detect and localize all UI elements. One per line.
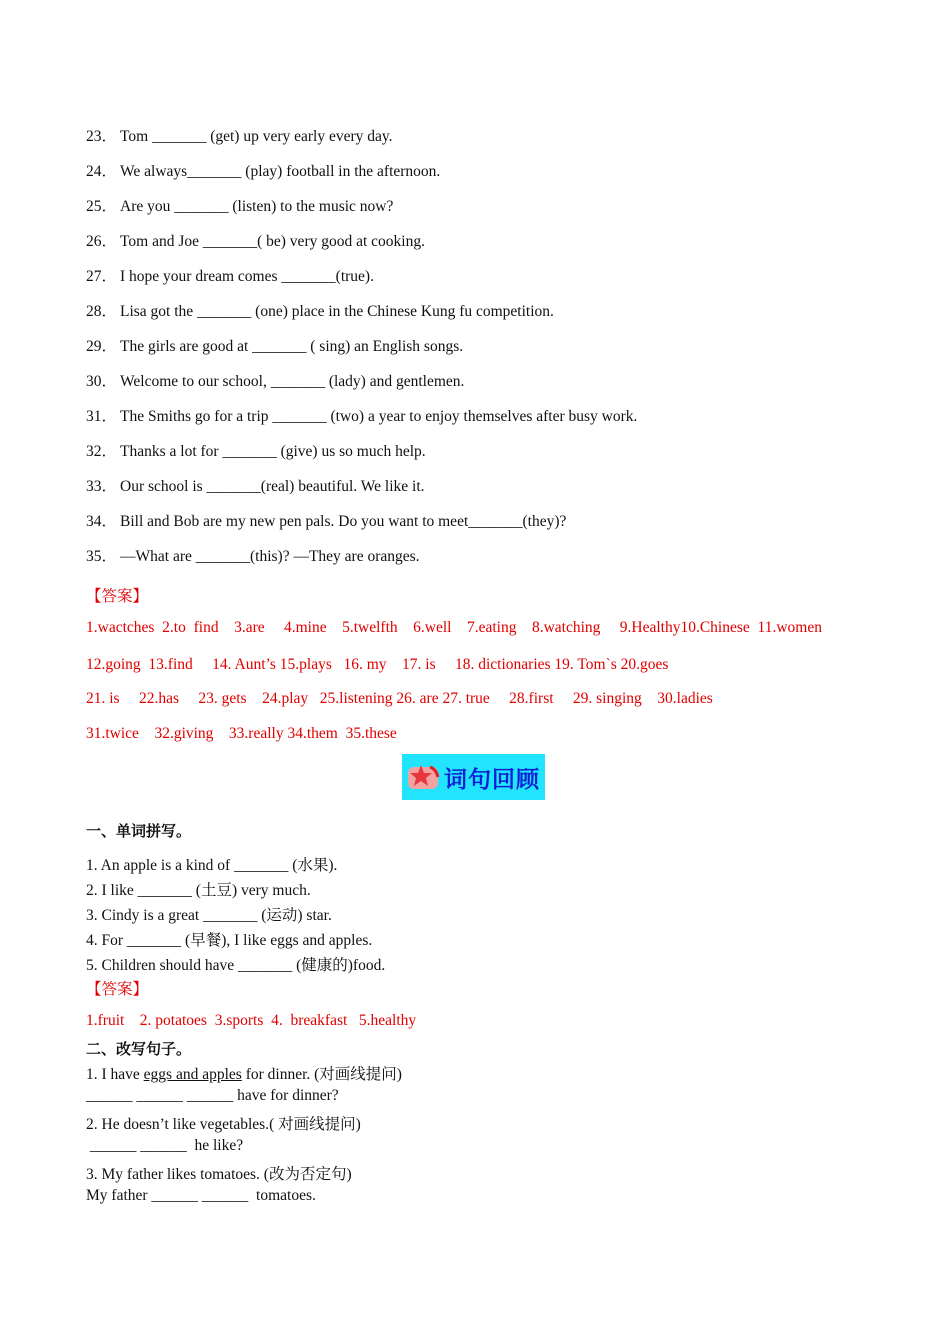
question-33: 33． Our school is _______(real) beautiful. We like it. — [86, 478, 425, 495]
answer-line-3: 21. is 22.has 23. gets 24.play 25.listening 26. are 27. true 28.first 29. singing 30.ladies — [86, 690, 713, 707]
question-27: 27． I hope your dream comes _______(true). — [86, 268, 374, 285]
question-34: 34． Bill and Bob are my new pen pals. Do you want to meet_______(they)? — [86, 513, 567, 530]
answer-line-2: 12.going 13.find 14. Aunt’s 15.plays 16. my 17. is 18. dictionaries 19. Tom`s 20.goes — [86, 656, 669, 673]
answer-label: 【答案】 — [86, 588, 149, 605]
rewrite-answer-blank-2: ______ ______ he like? — [86, 1137, 244, 1154]
section1-answers: 1.fruit 2. potatoes 3.sports 4. breakfast 5.healthy — [86, 1012, 417, 1029]
section2-heading: 二、改写句子。 — [86, 1040, 192, 1058]
rewrite-answer-blank-1: ______ ______ ______ have for dinner? — [86, 1087, 339, 1104]
rewrite-question-3: 3. My father likes tomatoes. (改为否定句) — [86, 1166, 352, 1183]
rewrite-question-1: 1. I have eggs and apples for dinner. (对画线提问) — [86, 1066, 402, 1083]
spelling-item-5: 5. Children should have _______ (健康的)food. — [86, 957, 386, 974]
spelling-item-1: 1. An apple is a kind of _______ (水果). — [86, 857, 338, 874]
section1-answer-label: 【答案】 — [86, 981, 149, 998]
question-24: 24． We always_______ (play) football in the afternoon. — [86, 163, 441, 180]
answer-line-4: 31.twice 32.giving 33.really 34.them 35.these — [86, 725, 397, 742]
spelling-item-2: 2. I like _______ (土豆) very much. — [86, 882, 311, 899]
section1-heading: 一、单词拼写。 — [86, 822, 192, 840]
question-31: 31． The Smiths go for a trip _______ (two) a year to enjoy themselves after busy work. — [86, 408, 638, 425]
question-30: 30． Welcome to our school, _______ (lady) and gentlemen. — [86, 373, 465, 390]
rewrite-question-2: 2. He doesn’t like vegetables.( 对画线提问) — [86, 1116, 361, 1133]
section-banner — [402, 754, 545, 800]
question-23: 23． Tom _______ (get) up very early every day. — [86, 128, 393, 145]
question-list — [86, 126, 637, 581]
question-25: 25． Are you _______ (listen) to the music now? — [86, 198, 394, 215]
question-32: 32． Thanks a lot for _______ (give) us so much help. — [86, 443, 426, 460]
spelling-item-3: 3. Cindy is a great _______ (运动) star. — [86, 907, 332, 924]
question-35: 35． —What are _______(this)? —They are oranges. — [86, 548, 420, 565]
question-28: 28． Lisa got the _______ (one) place in the Chinese Kung fu competition. — [86, 303, 554, 320]
answer-line-1: 1.wactches 2.to find 3.are 4.mine 5.twelfth 6.well 7.eating 8.watching 9.Healthy10.Chinese 11.women — [86, 619, 822, 636]
banner-title: 词句回顾 — [444, 766, 540, 793]
spelling-item-4: 4. For _______ (早餐), I like eggs and apples. — [86, 932, 373, 949]
question-26: 26． Tom and Joe _______( be) very good at cooking. — [86, 233, 425, 250]
rewrite-answer-blank-3: My father ______ ______ tomatoes. — [86, 1187, 316, 1204]
question-29: 29． The girls are good at _______ ( sing) an English songs. — [86, 338, 464, 355]
star-badge-icon — [406, 759, 442, 795]
